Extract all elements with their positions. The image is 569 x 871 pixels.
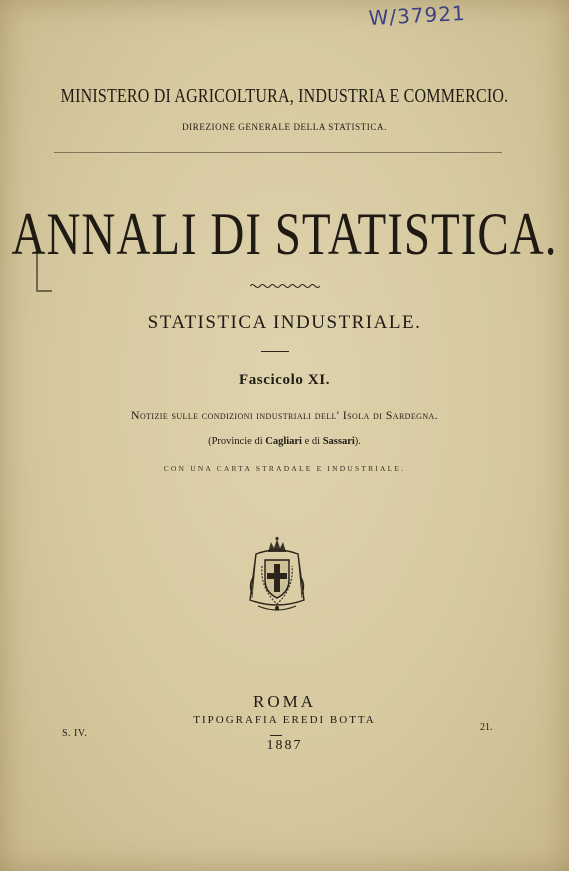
notizie-line: Notizie sulle condizioni industriali dell' Isola di Sardegna. <box>130 408 439 422</box>
provincie-mid: e di <box>301 436 323 447</box>
short-divider <box>261 351 289 352</box>
main-title: ANNALI DI STATISTICA. <box>11 201 558 269</box>
imprint-printer: TIPOGRAFIA EREDI BOTTA <box>193 714 376 726</box>
imprint-city: ROMA <box>252 692 316 711</box>
wavy-ornament-icon <box>250 283 320 289</box>
ministry-heading: MINISTERO DI AGRICOLTURA, INDUSTRIA E COMMERCIO. <box>60 85 509 107</box>
volume-number: 21. <box>480 722 493 733</box>
map-note: CON UNA CARTA STRADALE E INDUSTRIALE. <box>163 464 406 473</box>
subtitle: STATISTICA INDUSTRIALE. <box>147 312 422 333</box>
provincie-suffix: ). <box>354 436 361 447</box>
imprint-year: 1887 <box>266 738 303 753</box>
provincie-line <box>0 436 569 447</box>
royal-coat-of-arms-icon <box>244 536 310 616</box>
header-divider <box>54 152 502 153</box>
handwritten-catalog-code: W/37921 <box>368 0 467 30</box>
series-label: S. IV. <box>62 728 88 739</box>
imprint-dash <box>270 735 282 736</box>
provincie-prefix: (Provincie di <box>208 436 266 447</box>
direction-subheading: DIREZIONE GENERALE DELLA STATISTICA. <box>182 122 387 132</box>
provincia-cagliari: Cagliari <box>265 436 302 447</box>
provincia-sassari: Sassari <box>322 436 355 447</box>
fascicolo-number: Fascicolo XI. <box>238 372 331 388</box>
